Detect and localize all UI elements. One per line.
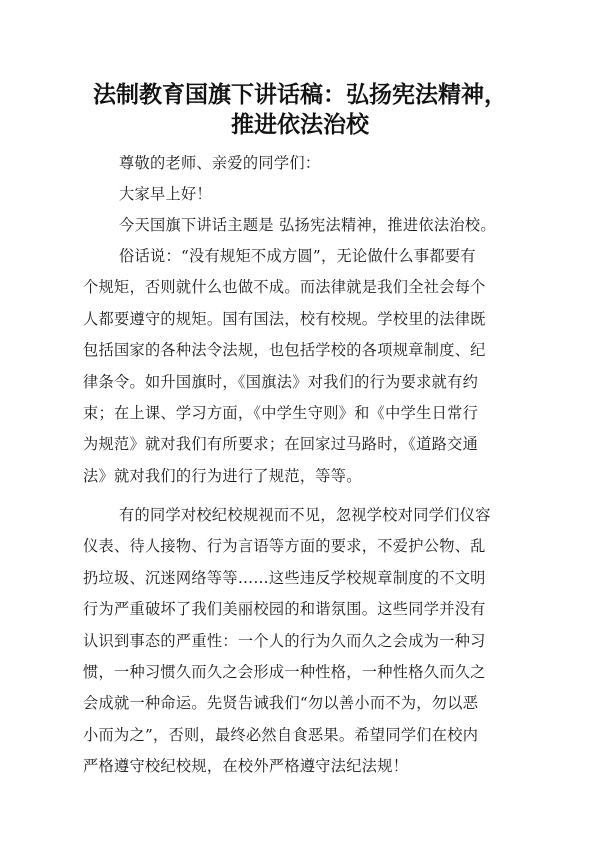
- document-title-line-1: 法制教育国旗下讲话稿：弘扬宪法精神，: [93, 81, 507, 108]
- paragraph-1-line: 人都要遵守的规矩。国有国法，校有校规。学校里的法律既: [83, 309, 486, 328]
- paragraph-1: [83, 241, 515, 492]
- paragraph-2-line: 仪表、待人接物、行为言语等方面的要求，不爱护公物、乱: [83, 537, 486, 556]
- paragraph-2-line: 惯，一种习惯久而久之会形成一种性格，一种性格久而久之: [83, 663, 486, 682]
- paragraph-1-line: 俗话说：“没有规矩不成方圆”，无论做什么事都要有: [119, 247, 476, 265]
- topic-line: [83, 210, 551, 241]
- paragraph-1-line: 个规矩，否则就什么也做不成。而法律就是我们全社会每个: [83, 278, 486, 297]
- paragraph-2-line: 有的同学对校纪校规视而不见，忽视学校对同学们仪容: [119, 506, 491, 524]
- paragraph-1-line: 法》就对我们的行为进行了规范，等等。: [83, 466, 362, 485]
- salutation-text: 大家早上好！: [119, 185, 212, 203]
- greeting-line: [83, 148, 551, 179]
- paragraph-1-line: 包括国家的各种法令法规，也包括学校的各项规章制度、纪: [83, 341, 486, 360]
- paragraph-1-line: 律条令。如升国旗时，《国旗法》对我们的行为要求就有约: [83, 372, 479, 391]
- greeting-text: 尊敬的老师、亲爱的同学们：: [119, 154, 321, 172]
- paragraph-2-line: 会成就一种命运。先贤告诫我们“勿以善小而不为，勿以恶: [83, 694, 479, 713]
- paragraph-1-line: 为规范》就对我们有所要求；在回家过马路时，《道路交通: [83, 435, 479, 454]
- topic-text: 今天国旗下讲话主题是 弘扬宪法精神，推进依法治校。: [119, 216, 496, 234]
- paragraph-2-line: 认识到事态的严重性：一个人的行为久而久之会成为一种习: [83, 631, 486, 650]
- paragraph-2-line: 小而为之”，否则，最终必然自食恶果。希望同学们在校内: [83, 725, 479, 744]
- salutation-line: [83, 179, 551, 210]
- paragraph-1-line: 束；在上课、学习方面，《中学生守则》和《中学生日常行: [83, 404, 479, 423]
- paragraph-2: [83, 500, 515, 783]
- paragraph-2-line: 行为严重破坏了我们美丽校园的和谐氛围。这些同学并没有: [83, 600, 486, 619]
- paragraph-2-line: 扔垃圾、沉迷网络等等……这些违反学校规章制度的不文明: [83, 568, 486, 587]
- document-title-line-2: 推进依法治校: [231, 111, 369, 138]
- paragraph-2-line: 严格遵守校纪校规，在校外严格遵守法纪法规！: [83, 757, 409, 776]
